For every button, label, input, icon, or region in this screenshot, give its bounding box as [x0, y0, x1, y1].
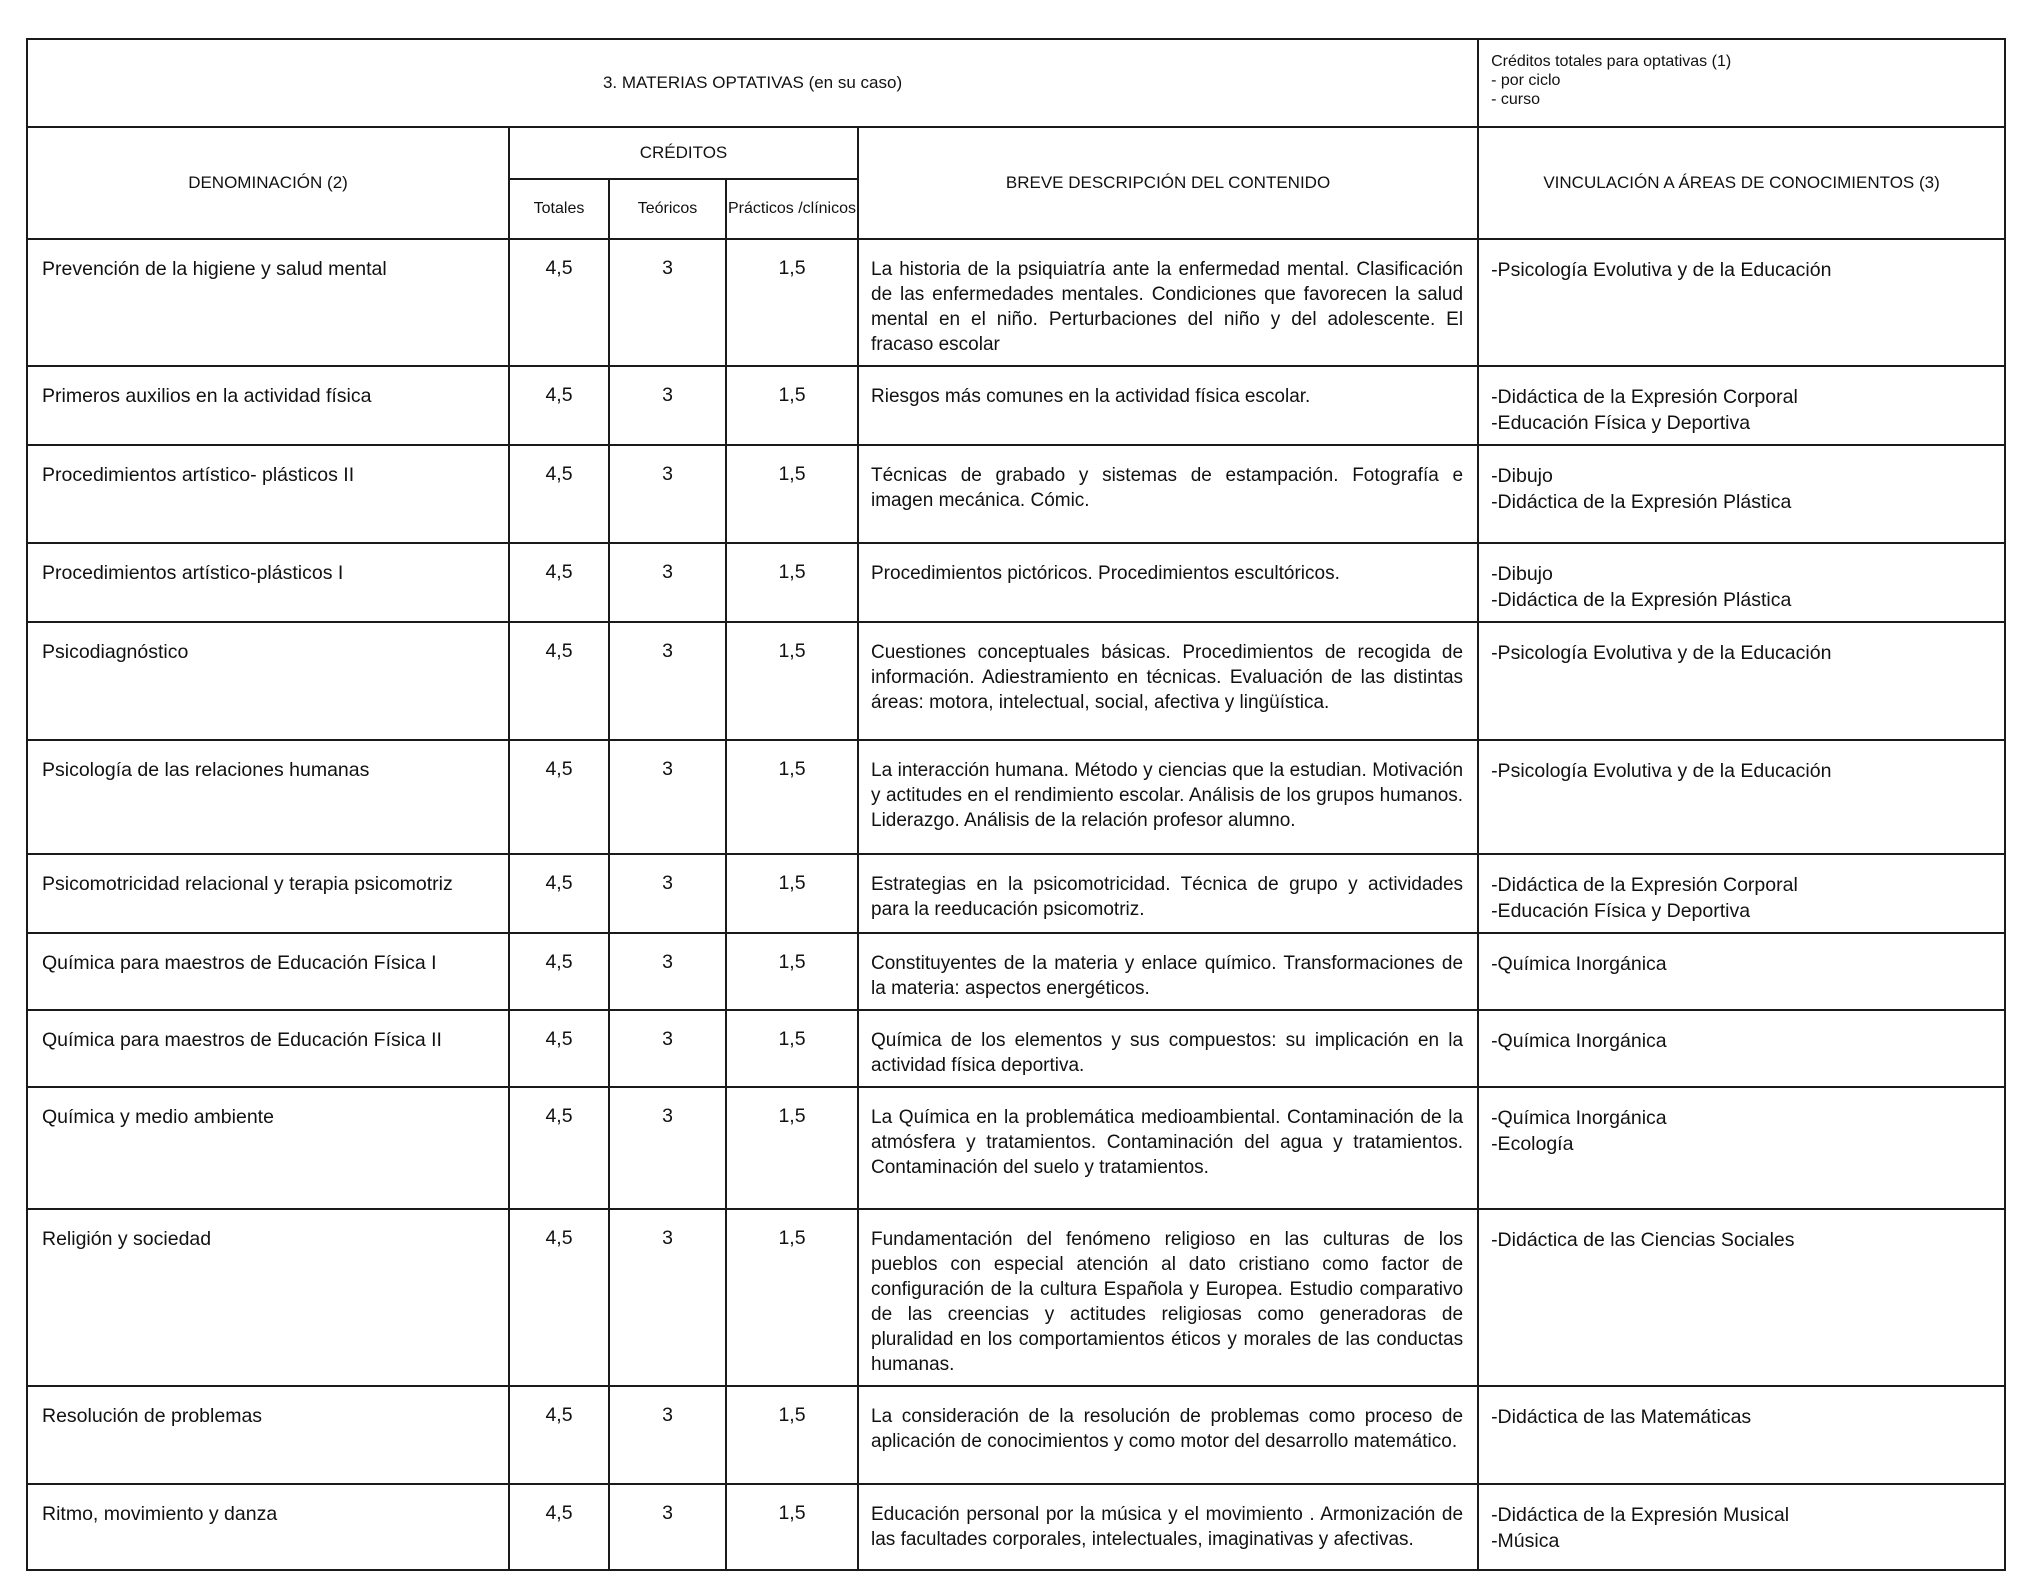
- table-row: [27, 366, 2005, 445]
- subject-name: Psicología de las relaciones humanas: [27, 740, 509, 854]
- title-row: [27, 39, 2005, 127]
- content-description: Fundamentación del fenómeno religioso en las culturas de los pueblos con especial atención al dato cristiano como factor de configuración de la cultura Española y Europea. Estudio comparativo de las creencias y actitudes religiosas como generadoras de pluralidad en los comportamientos éticos y morales de las conductas humanas.: [858, 1209, 1478, 1386]
- table-row: [27, 933, 2005, 1010]
- table-row: [27, 1010, 2005, 1087]
- credits-teoricos: 3: [609, 1087, 726, 1209]
- table-row: [27, 1484, 2005, 1570]
- credits-per-cycle-line: - por ciclo: [1491, 72, 1561, 89]
- credits-practicos: 1,5: [726, 1010, 858, 1087]
- content-description: Cuestiones conceptuales básicas. Procedimientos de recogida de información. Adiestramiento en técnicas. Evaluación de las distintas áreas: motora, intelectual, social, afectiva y lingüística.: [858, 622, 1478, 740]
- knowledge-area-item: -Didáctica de las Matemáticas: [1491, 1406, 1752, 1428]
- credits-teoricos: 3: [609, 445, 726, 543]
- section-title: 3. MATERIAS OPTATIVAS (en su caso): [27, 39, 1478, 127]
- knowledge-area-item: -Didáctica de la Expresión Corporal: [1491, 874, 1798, 896]
- content-description: Química de los elementos y sus compuestos: su implicación en la actividad física deportiva.: [858, 1010, 1478, 1087]
- credits-teoricos: 3: [609, 933, 726, 1010]
- knowledge-area-item: -Didáctica de las Ciencias Sociales: [1491, 1229, 1795, 1251]
- col-header-teoricos: Teóricos: [609, 179, 726, 239]
- knowledge-area-item: -Didáctica de la Expresión Plástica: [1491, 491, 1792, 513]
- table-row: [27, 622, 2005, 740]
- knowledge-area-item: -Educación Física y Deportiva: [1491, 412, 1751, 434]
- knowledge-area-item: -Didáctica de la Expresión Musical: [1491, 1504, 1790, 1526]
- credits-totales: 4,5: [509, 854, 609, 933]
- knowledge-areas: [1478, 854, 2005, 933]
- col-header-practicos: Prácticos /clínicos: [726, 179, 858, 239]
- credits-teoricos: 3: [609, 239, 726, 366]
- credits-practicos: 1,5: [726, 1386, 858, 1484]
- column-header-row: [27, 127, 2005, 179]
- col-header-denominacion: DENOMINACIÓN (2): [27, 127, 509, 239]
- credits-practicos: 1,5: [726, 933, 858, 1010]
- knowledge-area-item: -Educación Física y Deportiva: [1491, 900, 1751, 922]
- table-row: [27, 1209, 2005, 1386]
- table-row: [27, 1386, 2005, 1484]
- credits-teoricos: 3: [609, 1386, 726, 1484]
- subject-name: Prevención de la higiene y salud mental: [27, 239, 509, 366]
- credits-totales: 4,5: [509, 445, 609, 543]
- content-description: Técnicas de grabado y sistemas de estampación. Fotografía e imagen mecánica. Cómic.: [858, 445, 1478, 543]
- col-header-creditos: CRÉDITOS: [509, 127, 858, 179]
- credits-practicos: 1,5: [726, 543, 858, 622]
- knowledge-area-item: -Dibujo: [1491, 465, 1553, 487]
- credits-totales: 4,5: [509, 1484, 609, 1570]
- knowledge-areas: [1478, 1484, 2005, 1570]
- table-row: [27, 445, 2005, 543]
- credits-total-note: [1478, 39, 2005, 127]
- knowledge-area-item: -Didáctica de la Expresión Plástica: [1491, 589, 1792, 611]
- credits-practicos: 1,5: [726, 1087, 858, 1209]
- knowledge-areas: [1478, 366, 2005, 445]
- content-description: Constituyentes de la materia y enlace químico. Transformaciones de la materia: aspectos energéticos.: [858, 933, 1478, 1010]
- content-description: La consideración de la resolución de problemas como proceso de aplicación de conocimientos y como motor del desarrollo matemático.: [858, 1386, 1478, 1484]
- knowledge-area-item: -Psicología Evolutiva y de la Educación: [1491, 642, 1832, 664]
- credits-practicos: 1,5: [726, 1484, 858, 1570]
- knowledge-areas: [1478, 1087, 2005, 1209]
- subject-name: Religión y sociedad: [27, 1209, 509, 1386]
- credits-practicos: 1,5: [726, 1209, 858, 1386]
- subject-name: Química y medio ambiente: [27, 1087, 509, 1209]
- credits-totales: 4,5: [509, 1209, 609, 1386]
- credits-per-course-line: - curso: [1491, 91, 1540, 108]
- subject-name: Procedimientos artístico- plásticos II: [27, 445, 509, 543]
- credits-practicos: 1,5: [726, 740, 858, 854]
- knowledge-area-item: -Química Inorgánica: [1491, 953, 1667, 975]
- knowledge-area-item: -Química Inorgánica: [1491, 1107, 1667, 1129]
- table-row: [27, 1087, 2005, 1209]
- credits-teoricos: 3: [609, 1209, 726, 1386]
- credits-teoricos: 3: [609, 1010, 726, 1087]
- subject-name: Ritmo, movimiento y danza: [27, 1484, 509, 1570]
- credits-totales: 4,5: [509, 239, 609, 366]
- credits-practicos: 1,5: [726, 239, 858, 366]
- knowledge-areas: [1478, 239, 2005, 366]
- credits-teoricos: 3: [609, 854, 726, 933]
- credits-totales: 4,5: [509, 1010, 609, 1087]
- content-description: Procedimientos pictóricos. Procedimientos escultóricos.: [858, 543, 1478, 622]
- knowledge-areas: [1478, 1386, 2005, 1484]
- content-description: Riesgos más comunes en la actividad física escolar.: [858, 366, 1478, 445]
- knowledge-areas: [1478, 445, 2005, 543]
- credits-totales: 4,5: [509, 622, 609, 740]
- content-description: La Química en la problemática medioambiental. Contaminación de la atmósfera y tratamientos. Contaminación del agua y tratamientos. Contaminación del suelo y tratamientos.: [858, 1087, 1478, 1209]
- credits-teoricos: 3: [609, 366, 726, 445]
- content-description: Estrategias en la psicomotricidad. Técnica de grupo y actividades para la reeducación psicomotriz.: [858, 854, 1478, 933]
- credits-totales: 4,5: [509, 933, 609, 1010]
- credits-totales: 4,5: [509, 740, 609, 854]
- credits-practicos: 1,5: [726, 445, 858, 543]
- knowledge-areas: [1478, 933, 2005, 1010]
- credits-teoricos: 3: [609, 543, 726, 622]
- knowledge-area-item: -Psicología Evolutiva y de la Educación: [1491, 760, 1832, 782]
- col-header-totales: Totales: [509, 179, 609, 239]
- optativas-table: [26, 38, 2006, 1571]
- subject-name: Psicodiagnóstico: [27, 622, 509, 740]
- content-description: Educación personal por la música y el movimiento . Armonización de las facultades corporales, intelectuales, imaginativas y afectivas.: [858, 1484, 1478, 1570]
- table-row: [27, 740, 2005, 854]
- knowledge-area-item: -Música: [1491, 1530, 1560, 1552]
- credits-totales: 4,5: [509, 366, 609, 445]
- knowledge-areas: [1478, 1209, 2005, 1386]
- credits-practicos: 1,5: [726, 622, 858, 740]
- credits-totales: 4,5: [509, 1087, 609, 1209]
- knowledge-area-item: -Química Inorgánica: [1491, 1030, 1667, 1052]
- credits-total-line: Créditos totales para optativas (1): [1491, 53, 1732, 70]
- col-header-descripcion: BREVE DESCRIPCIÓN DEL CONTENIDO: [858, 127, 1478, 239]
- knowledge-area-item: -Didáctica de la Expresión Corporal: [1491, 386, 1798, 408]
- subject-name: Química para maestros de Educación Física I: [27, 933, 509, 1010]
- table-row: [27, 854, 2005, 933]
- credits-totales: 4,5: [509, 1386, 609, 1484]
- table-row: [27, 543, 2005, 622]
- knowledge-areas: [1478, 622, 2005, 740]
- subject-name: Psicomotricidad relacional y terapia psicomotriz: [27, 854, 509, 933]
- knowledge-areas: [1478, 543, 2005, 622]
- subject-name: Primeros auxilios en la actividad física: [27, 366, 509, 445]
- knowledge-area-item: -Dibujo: [1491, 563, 1553, 585]
- subject-name: Química para maestros de Educación Física II: [27, 1010, 509, 1087]
- col-header-vinculacion: VINCULACIÓN A ÁREAS DE CONOCIMIENTOS (3): [1478, 127, 2005, 239]
- knowledge-areas: [1478, 1010, 2005, 1087]
- credits-totales: 4,5: [509, 543, 609, 622]
- credits-teoricos: 3: [609, 1484, 726, 1570]
- table-row: [27, 239, 2005, 366]
- subject-name: Procedimientos artístico-plásticos I: [27, 543, 509, 622]
- subject-name: Resolución de problemas: [27, 1386, 509, 1484]
- knowledge-area-item: -Ecología: [1491, 1133, 1574, 1155]
- credits-practicos: 1,5: [726, 854, 858, 933]
- knowledge-area-item: -Psicología Evolutiva y de la Educación: [1491, 259, 1832, 281]
- content-description: La historia de la psiquiatría ante la enfermedad mental. Clasificación de las enfermedades mentales. Condiciones que favorecen la salud mental en el niño. Perturbaciones del niño y del adolescente. El fracaso escolar: [858, 239, 1478, 366]
- content-description: La interacción humana. Método y ciencias que la estudian. Motivación y actitudes en el rendimiento escolar. Análisis de los grupos humanos. Liderazgo. Análisis de la relación profesor alumno.: [858, 740, 1478, 854]
- credits-practicos: 1,5: [726, 366, 858, 445]
- knowledge-areas: [1478, 740, 2005, 854]
- credits-teoricos: 3: [609, 622, 726, 740]
- credits-teoricos: 3: [609, 740, 726, 854]
